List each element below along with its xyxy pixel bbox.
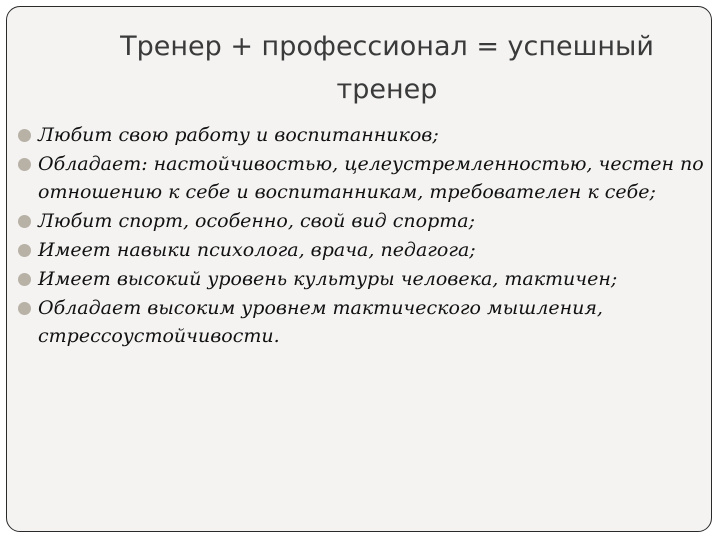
bullet-dot-icon [18,302,31,315]
slide-title: Тренер + профессионал = успешный тренер [120,31,654,105]
bullet-item [7,207,707,235]
bullet-list [7,121,707,351]
bullet-text: Любит спорт, особенно, свой вид спорта; [38,210,475,232]
bullet-item [7,294,707,350]
bullet-item [7,150,707,206]
bullet-dot-icon [18,129,31,142]
bullet-dot-icon [18,215,31,228]
bullet-dot-icon [18,244,31,257]
bullet-item [7,121,707,149]
bullet-item [7,265,707,293]
slide [6,6,712,532]
bullet-dot-icon [18,273,31,286]
bullet-text: Имеет высокий уровень культуры человека, тактичен; [38,268,618,290]
bullet-text: Любит свою работу и воспитанников; [38,124,439,146]
bullet-dot-icon [18,158,31,171]
bullet-text: Обладает высоким уровнем тактического мышления, стрессоустойчивости. [38,297,603,347]
bullet-text: Обладает: настойчивостью, целеустремленностью, честен по отношению к себе и воспитанникам, требователен к себе; [38,153,704,203]
bullet-text: Имеет навыки психолога, врача, педагога; [38,239,476,261]
bullet-item [7,236,707,264]
